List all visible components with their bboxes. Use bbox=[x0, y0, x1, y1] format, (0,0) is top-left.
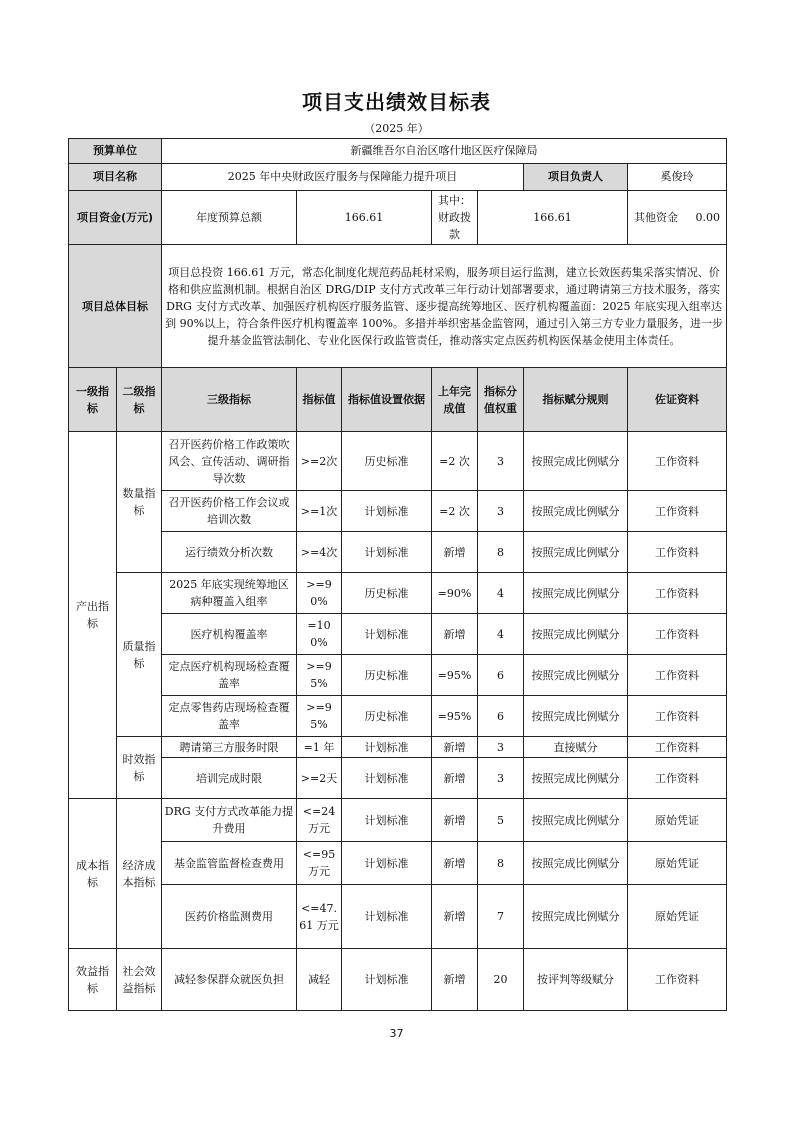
indicator-last: 新增 bbox=[432, 885, 478, 949]
header-evidence: 佐证资料 bbox=[628, 368, 727, 432]
indicator-last: 新增 bbox=[432, 799, 478, 842]
indicator-name: 聘请第三方服务时限 bbox=[162, 737, 297, 758]
indicator-last: 新增 bbox=[432, 758, 478, 799]
indicator-evidence: 工作资料 bbox=[628, 737, 727, 758]
table-row bbox=[69, 532, 727, 573]
indicator-evidence: 原始凭证 bbox=[628, 799, 727, 842]
indicator-weight: 20 bbox=[478, 949, 524, 1011]
other-fund-label: 其他资金 bbox=[634, 211, 679, 225]
indicator-evidence: 工作资料 bbox=[628, 432, 727, 491]
indicator-basis: 计划标准 bbox=[342, 842, 432, 885]
table-row bbox=[69, 758, 727, 799]
indicator-basis: 历史标准 bbox=[342, 696, 432, 737]
indicator-basis: 计划标准 bbox=[342, 532, 432, 573]
indicator-weight: 5 bbox=[478, 799, 524, 842]
indicator-last: =2 次 bbox=[432, 491, 478, 532]
indicator-rule: 按照完成比例赋分 bbox=[524, 885, 628, 949]
indicator-last: 新增 bbox=[432, 842, 478, 885]
table-row bbox=[69, 737, 727, 758]
indicator-name: 培训完成时限 bbox=[162, 758, 297, 799]
header-last-year: 上年完成值 bbox=[432, 368, 478, 432]
indicator-evidence: 工作资料 bbox=[628, 573, 727, 614]
indicator-last: 新增 bbox=[432, 532, 478, 573]
indicator-basis: 计划标准 bbox=[342, 885, 432, 949]
page-title: 项目支出绩效目标表 bbox=[302, 90, 491, 114]
indicator-rule: 按照完成比例赋分 bbox=[524, 696, 628, 737]
indicator-name: 运行绩效分析次数 bbox=[162, 532, 297, 573]
project-leader-value: 奚俊玲 bbox=[628, 164, 727, 191]
indicator-weight: 4 bbox=[478, 573, 524, 614]
indicator-name: 召开医药价格工作政策吹风会、宣传活动、调研指导次数 bbox=[162, 432, 297, 491]
indicator-last: 新增 bbox=[432, 737, 478, 758]
header-rule: 指标赋分规则 bbox=[524, 368, 628, 432]
table-row bbox=[69, 432, 727, 491]
performance-table bbox=[68, 138, 727, 1011]
indicator-value: >=2次 bbox=[297, 432, 342, 491]
indicator-rule: 按照完成比例赋分 bbox=[524, 614, 628, 655]
indicator-rule: 按照完成比例赋分 bbox=[524, 573, 628, 614]
indicator-value: =100% bbox=[297, 614, 342, 655]
indicator-basis: 计划标准 bbox=[342, 491, 432, 532]
indicator-name: 定点医疗机构现场检查覆盖率 bbox=[162, 655, 297, 696]
indicator-name: 减轻参保群众就医负担 bbox=[162, 949, 297, 1011]
table-row bbox=[69, 573, 727, 614]
table-row bbox=[69, 799, 727, 842]
indicator-rule: 直接赋分 bbox=[524, 737, 628, 758]
indicator-last: =2 次 bbox=[432, 432, 478, 491]
overall-goal-label: 项目总体目标 bbox=[69, 245, 162, 368]
table-row bbox=[69, 696, 727, 737]
indicator-basis: 历史标准 bbox=[342, 432, 432, 491]
indicator-last: =95% bbox=[432, 655, 478, 696]
header-level2: 二级指标 bbox=[117, 368, 162, 432]
indicator-evidence: 工作资料 bbox=[628, 758, 727, 799]
indicator-value: <=47.61 万元 bbox=[297, 885, 342, 949]
group-economic: 经济成本指标 bbox=[117, 799, 162, 949]
indicator-weight: 3 bbox=[478, 432, 524, 491]
indicator-rule: 按照完成比例赋分 bbox=[524, 842, 628, 885]
indicator-value: >=1次 bbox=[297, 491, 342, 532]
indicator-weight: 3 bbox=[478, 737, 524, 758]
indicator-rule: 按照完成比例赋分 bbox=[524, 491, 628, 532]
indicator-evidence: 工作资料 bbox=[628, 491, 727, 532]
indicator-weight: 3 bbox=[478, 491, 524, 532]
indicator-rule: 按照完成比例赋分 bbox=[524, 655, 628, 696]
indicator-value: >=95% bbox=[297, 655, 342, 696]
indicator-basis: 计划标准 bbox=[342, 614, 432, 655]
group-time: 时效指标 bbox=[117, 737, 162, 799]
indicator-name: 2025 年底实现统筹地区病种覆盖入组率 bbox=[162, 573, 297, 614]
project-name-value: 2025 年中央财政医疗服务与保障能力提升项目 bbox=[162, 164, 524, 191]
indicator-evidence: 工作资料 bbox=[628, 949, 727, 1011]
indicator-name: 召开医药价格工作会议或培训次数 bbox=[162, 491, 297, 532]
project-fund-label: 项目资金(万元) bbox=[69, 191, 162, 245]
indicator-basis: 历史标准 bbox=[342, 573, 432, 614]
indicator-basis: 计划标准 bbox=[342, 799, 432, 842]
indicator-value: >=2天 bbox=[297, 758, 342, 799]
group-quality: 质量指标 bbox=[117, 573, 162, 737]
group-quantity: 数量指标 bbox=[117, 432, 162, 573]
table-row bbox=[69, 655, 727, 696]
indicator-weight: 6 bbox=[478, 655, 524, 696]
annual-budget-value: 166.61 bbox=[297, 191, 432, 245]
other-fund-cell bbox=[628, 191, 727, 245]
indicator-last: =95% bbox=[432, 696, 478, 737]
indicator-weight: 4 bbox=[478, 614, 524, 655]
fiscal-alloc-label: 其中：财政拨款 bbox=[432, 191, 478, 245]
indicator-value: >=95% bbox=[297, 696, 342, 737]
indicator-value: =1 年 bbox=[297, 737, 342, 758]
indicator-last: 新增 bbox=[432, 614, 478, 655]
header-level1: 一级指标 bbox=[69, 368, 117, 432]
indicator-evidence: 工作资料 bbox=[628, 532, 727, 573]
indicator-value: >=90% bbox=[297, 573, 342, 614]
group-output: 产出指标 bbox=[69, 432, 117, 799]
indicator-weight: 7 bbox=[478, 885, 524, 949]
indicator-weight: 8 bbox=[478, 842, 524, 885]
budget-unit-label: 预算单位 bbox=[69, 139, 162, 164]
indicator-name: 医疗机构覆盖率 bbox=[162, 614, 297, 655]
indicator-value: >=4次 bbox=[297, 532, 342, 573]
indicator-name: DRG 支付方式改革能力提升费用 bbox=[162, 799, 297, 842]
table-row bbox=[69, 614, 727, 655]
indicator-basis: 历史标准 bbox=[342, 655, 432, 696]
group-social: 社会效益指标 bbox=[117, 949, 162, 1011]
annual-budget-label: 年度预算总额 bbox=[162, 191, 297, 245]
indicator-rule: 按评判等级赋分 bbox=[524, 949, 628, 1011]
fiscal-alloc-value: 166.61 bbox=[478, 191, 628, 245]
indicator-basis: 计划标准 bbox=[342, 737, 432, 758]
indicator-last: 新增 bbox=[432, 949, 478, 1011]
indicator-basis: 计划标准 bbox=[342, 758, 432, 799]
table-row bbox=[69, 842, 727, 885]
indicator-weight: 6 bbox=[478, 696, 524, 737]
indicator-rule: 按照完成比例赋分 bbox=[524, 532, 628, 573]
indicator-rule: 按照完成比例赋分 bbox=[524, 432, 628, 491]
page-number: 37 bbox=[389, 1027, 404, 1040]
header-level3: 三级指标 bbox=[162, 368, 297, 432]
indicator-evidence: 工作资料 bbox=[628, 696, 727, 737]
indicator-basis: 计划标准 bbox=[342, 949, 432, 1011]
table-row bbox=[69, 491, 727, 532]
indicator-value: 减轻 bbox=[297, 949, 342, 1011]
other-fund-value: 0.00 bbox=[695, 211, 721, 225]
indicator-name: 医药价格监测费用 bbox=[162, 885, 297, 949]
table-row bbox=[69, 949, 727, 1011]
header-value: 指标值 bbox=[297, 368, 342, 432]
indicator-value: <=95万元 bbox=[297, 842, 342, 885]
indicator-evidence: 工作资料 bbox=[628, 655, 727, 696]
header-basis: 指标值设置依据 bbox=[342, 368, 432, 432]
indicator-name: 基金监管监督检查费用 bbox=[162, 842, 297, 885]
indicator-weight: 3 bbox=[478, 758, 524, 799]
indicator-evidence: 工作资料 bbox=[628, 614, 727, 655]
table-row bbox=[69, 885, 727, 949]
indicator-rule: 按照完成比例赋分 bbox=[524, 799, 628, 842]
overall-goal-text: 项目总投资 166.61 万元，常态化制度化规范药品耗材采购，服务项目运行监测，建立长效医药集采落实情况、价格和供应监测机制。根据自治区 DRG/DIP 支付方式改革三年行动计划部署要求，通过聘请第三方技术服务，落实 DRG 支付方式改革、加强医疗机构医疗服务监管、逐步提高统筹地区、医疗机构覆盖面：2025 年底实现入组率达到 90%以上，符合条件医疗机构覆盖率 100%。多措并举织密基金监管网，通过引入第三方专业力量服务，进一步提升基金监管法制化、专业化医保行政监管责任，推动落实定点医药机构医保基金使用主体责任。 bbox=[162, 245, 727, 368]
project-name-label: 项目名称 bbox=[69, 164, 162, 191]
indicator-value: <=24万元 bbox=[297, 799, 342, 842]
group-benefit: 效益指标 bbox=[69, 949, 117, 1011]
indicator-evidence: 原始凭证 bbox=[628, 842, 727, 885]
group-cost: 成本指标 bbox=[69, 799, 117, 949]
year-label: （2025 年） bbox=[364, 122, 429, 135]
indicator-last: =90% bbox=[432, 573, 478, 614]
project-leader-label: 项目负责人 bbox=[524, 164, 628, 191]
indicator-name: 定点零售药店现场检查覆盖率 bbox=[162, 696, 297, 737]
indicator-evidence: 原始凭证 bbox=[628, 885, 727, 949]
indicator-weight: 8 bbox=[478, 532, 524, 573]
header-weight: 指标分值权重 bbox=[478, 368, 524, 432]
indicator-rule: 按照完成比例赋分 bbox=[524, 758, 628, 799]
budget-unit-value: 新疆维吾尔自治区喀什地区医疗保障局 bbox=[162, 139, 727, 164]
